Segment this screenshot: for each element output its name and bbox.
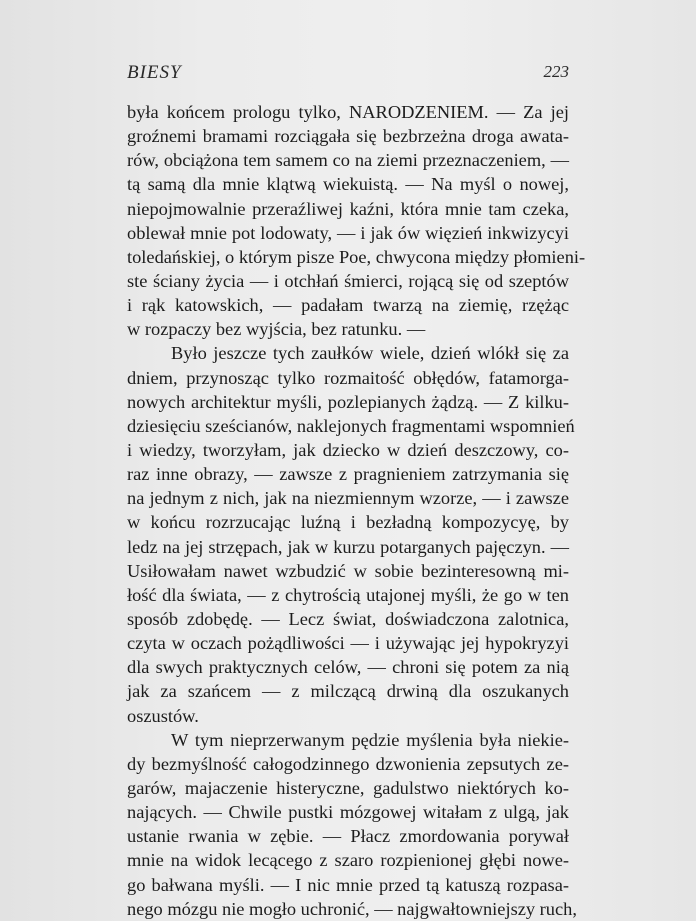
text-line: na jednym z nich, jak na niezmiennym wzorze, — i zawsze	[127, 488, 569, 509]
chapter-title: BIESY	[127, 62, 182, 83]
text-line: rów, obciążona tem samem co na ziemi przeznaczeniem, —	[127, 150, 569, 171]
text-line: nających. — Chwile pustki mózgowej witałam z ulgą, jak	[127, 802, 569, 823]
text-line: garów, majaczenie histeryczne, gadulstwo niektórych ko-	[127, 777, 569, 798]
text-line: tą samą dla mnie klątwą wiekuistą. — Na myśl o nowej,	[127, 174, 569, 195]
text-line: oblewał mnie pot lodowaty, — i jak ów więzień inkwizycyi	[127, 222, 569, 243]
text-line: raz inne obrazy, — zawsze z pragnieniem zatrzymania się	[127, 464, 569, 485]
running-head	[127, 62, 569, 86]
text-line: nowych architektur myśli, pozlepianych żądzą. — Z kilku-	[127, 391, 569, 412]
paragraph-first-line: W tym nieprzerwanym pędzie myślenia była niekie-	[171, 729, 569, 750]
text-line: niepojmowalnie przeraźliwej kaźni, która mnie tam czeka,	[127, 198, 569, 219]
text-line: ste ściany życia — i otchłań śmierci, rojącą się od szeptów	[127, 270, 569, 291]
paragraph-first-line: Było jeszcze tych zaułków wiele, dzień wlókł się za	[171, 343, 569, 364]
text-line: w rozpaczy bez wyjścia, bez ratunku. —	[127, 319, 426, 340]
text-line: Usiłowałam nawet wzbudzić w sobie bezinteresowną mi-	[127, 560, 569, 581]
text-line: dy bezmyślność całogodzinnego dzwonienia zepsutych ze-	[127, 753, 569, 774]
text-line: czyta w oczach pożądliwości — i używając jej hypokryzyi	[127, 633, 569, 654]
text-line: groźnemi bramami rozciągała się bezbrzeżna droga awata-	[127, 126, 569, 147]
page-number: 223	[543, 62, 569, 81]
text-line: ustanie rwania w zębie. — Płacz zmordowania porywał	[127, 826, 569, 847]
text-line: mnie na widok lecącego z szaro rozpienionej głębi nowe-	[127, 850, 569, 871]
text-line: oszustów.	[127, 705, 199, 726]
text-line: łość dla świata, — z chytrością utajonej myśli, że go w ten	[127, 584, 569, 605]
text-line: sposób zdobędę. — Lecz świat, doświadczona zalotnica,	[127, 608, 569, 629]
text-line: dniem, przynosząc tylko rozmaitość obłędów, fatamorga-	[127, 367, 569, 388]
text-line: dziesięciu sześcianów, naklejonych fragmentami wspomnień	[127, 415, 575, 436]
body-text	[127, 100, 586, 921]
text-line: i wiedzy, tworzyłam, jak dziecko w dzień deszczowy, co-	[127, 439, 569, 460]
text-line: toledańskiej, o którym pisze Poe, chwycona między płomieni-	[127, 246, 586, 267]
text-line: nego mózgu nie mogło uchronić, — najgwałtowniejszy ruch,	[127, 898, 577, 919]
text-line: dla swych praktycznych celów, — chroni się potem za nią	[127, 657, 569, 678]
text-line: go bałwana myśli. — I nic mnie przed tą katuszą rozpasa-	[127, 874, 569, 895]
text-line: jak za szańcem — z milczącą drwiną dla oszukanych	[127, 681, 569, 702]
text-line: była końcem prologu tylko, NARODZENIEM. — Za jej	[127, 102, 569, 122]
text-line: i rąk katowskich, — padałam twarzą na ziemię, rzężąc	[127, 295, 569, 316]
text-line: ledz na jej strzępach, jak w kurzu potarganych pajęczyn. —	[127, 536, 569, 557]
text-line: w końcu rozrzucając luźną i bezładną kompozycyę, by	[127, 512, 569, 533]
